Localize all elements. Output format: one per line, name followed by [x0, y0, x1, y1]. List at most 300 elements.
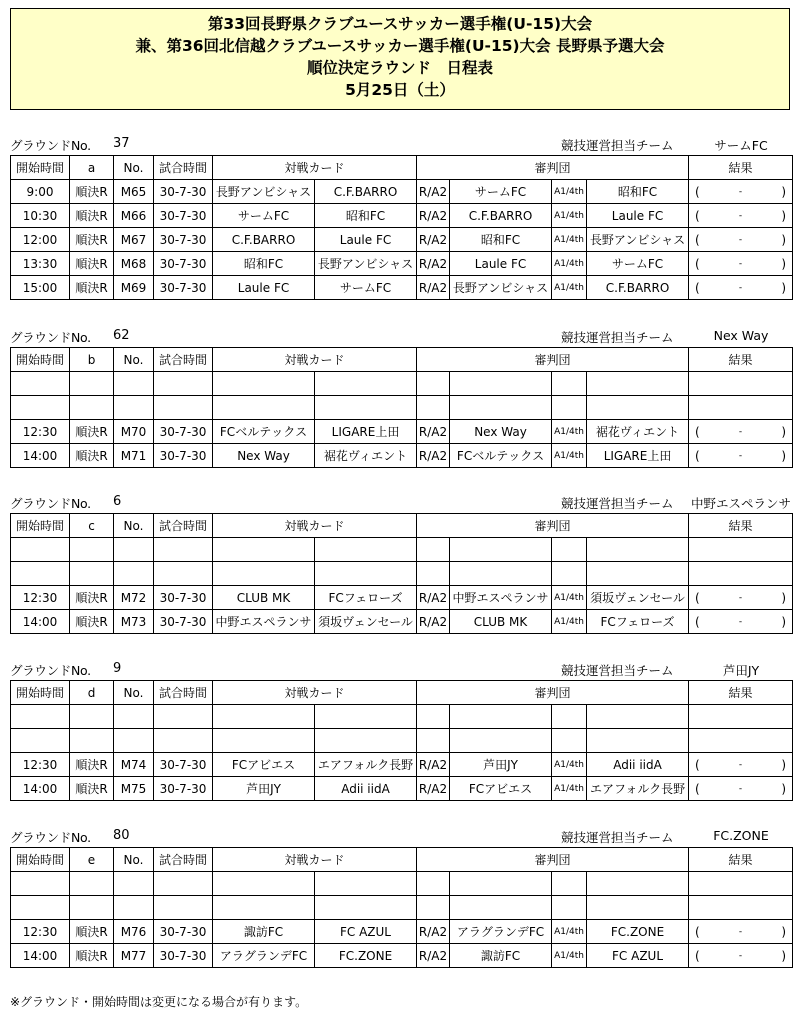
- col-match-time: 試合時間: [154, 348, 213, 372]
- result-cell: [689, 944, 793, 968]
- result-close: ): [781, 256, 787, 271]
- result-close: ): [781, 208, 787, 223]
- col-matchup: 対戦カード: [213, 514, 417, 538]
- table-row: [11, 753, 793, 777]
- match-no: M72: [114, 586, 154, 610]
- col-no: No.: [114, 681, 154, 705]
- col-group: d: [70, 681, 114, 705]
- col-group: a: [70, 156, 114, 180]
- round: 順決R: [70, 777, 114, 801]
- start-time: 12:30: [11, 586, 70, 610]
- tournament-title: 第33回長野県クラブユースサッカー選手権(U-15)大会: [207, 15, 593, 33]
- empty-cell: [154, 729, 213, 753]
- empty-cell: [689, 372, 793, 396]
- empty-cell: [315, 872, 417, 896]
- referee-role-ra: R/A2: [417, 920, 450, 944]
- result-placeholder: [695, 949, 786, 963]
- ground-number: 6: [113, 494, 122, 509]
- empty-cell: [587, 562, 689, 586]
- empty-cell: [213, 896, 315, 920]
- start-time: 12:30: [11, 420, 70, 444]
- match-duration: 30-7-30: [154, 252, 213, 276]
- table-row: [11, 610, 793, 634]
- operating-team-name: 中野エスペランサ: [690, 496, 791, 511]
- empty-cell: [689, 729, 793, 753]
- referee-team-2: 昭和FC: [587, 180, 689, 204]
- result-close: ): [781, 590, 787, 605]
- match-duration: 30-7-30: [154, 753, 213, 777]
- match-no: M74: [114, 753, 154, 777]
- referee-team-2: 須坂ヴェンセール: [587, 586, 689, 610]
- empty-cell: [587, 896, 689, 920]
- result-dash: -: [738, 950, 743, 961]
- referee-team-1: 長野アンビシャス: [450, 276, 552, 300]
- start-time: 14:00: [11, 944, 70, 968]
- empty-cell: [70, 396, 114, 420]
- empty-cell: [417, 896, 450, 920]
- ground-label: グラウンドNo.: [10, 830, 91, 845]
- table-row: [11, 276, 793, 300]
- empty-cell: [114, 372, 154, 396]
- col-start-time: 開始時間: [11, 681, 70, 705]
- result-cell: [689, 180, 793, 204]
- result-dash: -: [738, 234, 743, 245]
- match-duration: 30-7-30: [154, 204, 213, 228]
- referee-role-ra: R/A2: [417, 610, 450, 634]
- home-team: C.F.BARRO: [213, 228, 315, 252]
- empty-cell: [587, 538, 689, 562]
- result-close: ): [781, 948, 787, 963]
- start-time: 10:30: [11, 204, 70, 228]
- round: 順決R: [70, 944, 114, 968]
- operating-team-name: サームFC: [714, 138, 768, 153]
- start-time: 12:30: [11, 920, 70, 944]
- referee-role-a4: A1/4th: [552, 920, 587, 944]
- empty-cell: [114, 729, 154, 753]
- empty-cell: [70, 705, 114, 729]
- col-matchup: 対戦カード: [213, 848, 417, 872]
- empty-row: [11, 896, 793, 920]
- referee-team-2: 裾花ヴィエント: [587, 420, 689, 444]
- referee-role-a4: A1/4th: [552, 204, 587, 228]
- result-open: (: [695, 208, 700, 223]
- col-start-time: 開始時間: [11, 514, 70, 538]
- schedule-table: [10, 680, 793, 801]
- away-team: FCフェローズ: [315, 586, 417, 610]
- col-referees: 審判団: [417, 681, 689, 705]
- table-header-row: [11, 681, 793, 705]
- empty-cell: [213, 872, 315, 896]
- empty-cell: [11, 896, 70, 920]
- ground-label: グラウンドNo.: [10, 330, 91, 345]
- result-cell: [689, 276, 793, 300]
- result-open: (: [695, 590, 700, 605]
- empty-row: [11, 396, 793, 420]
- referee-role-ra: R/A2: [417, 228, 450, 252]
- empty-cell: [689, 562, 793, 586]
- referee-role-a4: A1/4th: [552, 944, 587, 968]
- col-result: 結果: [689, 848, 793, 872]
- round: 順決R: [70, 610, 114, 634]
- result-cell: [689, 586, 793, 610]
- result-cell: [689, 610, 793, 634]
- col-start-time: 開始時間: [11, 156, 70, 180]
- result-placeholder: [695, 615, 786, 629]
- empty-row: [11, 372, 793, 396]
- referee-role-ra: R/A2: [417, 586, 450, 610]
- result-open: (: [695, 256, 700, 271]
- operating-team-name: Nex Way: [713, 328, 769, 343]
- away-team: 長野アンビシャス: [315, 252, 417, 276]
- col-result: 結果: [689, 348, 793, 372]
- referee-role-ra: R/A2: [417, 777, 450, 801]
- empty-cell: [689, 705, 793, 729]
- empty-cell: [154, 396, 213, 420]
- away-team: サームFC: [315, 276, 417, 300]
- empty-cell: [154, 562, 213, 586]
- empty-cell: [213, 562, 315, 586]
- round: 順決R: [70, 586, 114, 610]
- result-close: ): [781, 924, 787, 939]
- start-time: 14:00: [11, 777, 70, 801]
- result-dash: -: [738, 592, 743, 603]
- result-open: (: [695, 184, 700, 199]
- col-matchup: 対戦カード: [213, 681, 417, 705]
- home-team: 芦田JY: [213, 777, 315, 801]
- empty-cell: [587, 372, 689, 396]
- ground-section-c: [10, 491, 792, 634]
- table-row: [11, 204, 793, 228]
- result-close: ): [781, 448, 787, 463]
- empty-cell: [587, 872, 689, 896]
- result-open: (: [695, 924, 700, 939]
- ground-section-b: [10, 325, 792, 468]
- match-duration: 30-7-30: [154, 180, 213, 204]
- referee-team-2: FC.ZONE: [587, 920, 689, 944]
- result-close: ): [781, 757, 787, 772]
- referee-role-ra: R/A2: [417, 252, 450, 276]
- table-header-row: [11, 514, 793, 538]
- col-no: No.: [114, 348, 154, 372]
- ground-header: [10, 658, 792, 680]
- result-cell: [689, 204, 793, 228]
- referee-team-2: FC AZUL: [587, 944, 689, 968]
- away-team: FC.ZONE: [315, 944, 417, 968]
- result-dash: -: [738, 426, 743, 437]
- referee-team-2: Adii iidA: [587, 753, 689, 777]
- result-placeholder: [695, 425, 786, 439]
- empty-cell: [450, 872, 552, 896]
- empty-cell: [70, 372, 114, 396]
- start-time: 14:00: [11, 610, 70, 634]
- table-header-row: [11, 156, 793, 180]
- empty-cell: [114, 872, 154, 896]
- col-match-time: 試合時間: [154, 848, 213, 872]
- table-header-row: [11, 848, 793, 872]
- empty-cell: [11, 872, 70, 896]
- result-close: ): [781, 781, 787, 796]
- start-time: 12:30: [11, 753, 70, 777]
- home-team: CLUB MK: [213, 586, 315, 610]
- referee-team-2: 長野アンビシャス: [587, 228, 689, 252]
- referee-team-1: 芦田JY: [450, 753, 552, 777]
- referee-role-a4: A1/4th: [552, 586, 587, 610]
- result-dash: -: [738, 282, 743, 293]
- result-placeholder: [695, 782, 786, 796]
- match-duration: 30-7-30: [154, 276, 213, 300]
- round: 順決R: [70, 204, 114, 228]
- table-row: [11, 180, 793, 204]
- empty-cell: [70, 872, 114, 896]
- empty-cell: [689, 872, 793, 896]
- empty-cell: [11, 372, 70, 396]
- result-placeholder: [695, 209, 786, 223]
- empty-cell: [114, 705, 154, 729]
- result-open: (: [695, 424, 700, 439]
- result-dash: -: [738, 759, 743, 770]
- referee-team-2: Laule FC: [587, 204, 689, 228]
- ground-number: 80: [113, 828, 130, 843]
- referee-team-1: C.F.BARRO: [450, 204, 552, 228]
- empty-cell: [689, 538, 793, 562]
- round: 順決R: [70, 180, 114, 204]
- col-match-time: 試合時間: [154, 681, 213, 705]
- empty-cell: [114, 538, 154, 562]
- empty-cell: [689, 396, 793, 420]
- referee-team-1: FCアビエス: [450, 777, 552, 801]
- referee-role-ra: R/A2: [417, 204, 450, 228]
- result-cell: [689, 444, 793, 468]
- empty-cell: [552, 372, 587, 396]
- empty-cell: [315, 705, 417, 729]
- col-match-time: 試合時間: [154, 514, 213, 538]
- empty-cell: [417, 538, 450, 562]
- empty-cell: [315, 896, 417, 920]
- schedule-table: [10, 347, 793, 468]
- match-no: M71: [114, 444, 154, 468]
- referee-team-2: サームFC: [587, 252, 689, 276]
- empty-cell: [315, 729, 417, 753]
- away-team: Adii iidA: [315, 777, 417, 801]
- empty-cell: [154, 705, 213, 729]
- result-close: ): [781, 184, 787, 199]
- referee-team-1: 昭和FC: [450, 228, 552, 252]
- referee-team-2: FCフェローズ: [587, 610, 689, 634]
- match-no: M73: [114, 610, 154, 634]
- col-match-time: 試合時間: [154, 156, 213, 180]
- result-cell: [689, 228, 793, 252]
- result-placeholder: [695, 591, 786, 605]
- referee-team-1: Laule FC: [450, 252, 552, 276]
- referee-team-1: Nex Way: [450, 420, 552, 444]
- ground-header: [10, 491, 792, 513]
- start-time: 12:00: [11, 228, 70, 252]
- empty-cell: [114, 896, 154, 920]
- ground-number: 62: [113, 328, 130, 343]
- referee-role-ra: R/A2: [417, 276, 450, 300]
- referee-team-1: 中野エスペランサ: [450, 586, 552, 610]
- result-cell: [689, 777, 793, 801]
- referee-role-a4: A1/4th: [552, 610, 587, 634]
- ground-section-a: [10, 133, 792, 300]
- empty-cell: [450, 396, 552, 420]
- match-duration: 30-7-30: [154, 586, 213, 610]
- empty-cell: [70, 562, 114, 586]
- result-dash: -: [738, 210, 743, 221]
- col-matchup: 対戦カード: [213, 156, 417, 180]
- result-open: (: [695, 280, 700, 295]
- match-duration: 30-7-30: [154, 420, 213, 444]
- empty-cell: [417, 396, 450, 420]
- empty-cell: [315, 538, 417, 562]
- empty-row: [11, 872, 793, 896]
- operating-team-label: 競技運営担当チーム: [561, 138, 674, 153]
- operating-team-label: 競技運営担当チーム: [561, 496, 674, 511]
- result-close: ): [781, 280, 787, 295]
- empty-cell: [450, 896, 552, 920]
- empty-cell: [11, 538, 70, 562]
- operating-team-label: 競技運営担当チーム: [561, 830, 674, 845]
- ground-number: 9: [113, 661, 122, 676]
- schedule-title: 順位決定ラウンド 日程表: [306, 59, 493, 77]
- referee-role-ra: R/A2: [417, 944, 450, 968]
- result-close: ): [781, 424, 787, 439]
- empty-cell: [213, 372, 315, 396]
- start-time: 9:00: [11, 180, 70, 204]
- result-open: (: [695, 781, 700, 796]
- referee-role-a4: A1/4th: [552, 276, 587, 300]
- match-no: M66: [114, 204, 154, 228]
- match-duration: 30-7-30: [154, 444, 213, 468]
- match-duration: 30-7-30: [154, 777, 213, 801]
- operating-team-name: FC.ZONE: [713, 828, 769, 843]
- empty-row: [11, 705, 793, 729]
- away-team: C.F.BARRO: [315, 180, 417, 204]
- referee-team-1: アラグランデFC: [450, 920, 552, 944]
- empty-cell: [11, 396, 70, 420]
- col-no: No.: [114, 156, 154, 180]
- empty-cell: [587, 396, 689, 420]
- referee-role-a4: A1/4th: [552, 753, 587, 777]
- result-cell: [689, 920, 793, 944]
- empty-cell: [70, 538, 114, 562]
- result-dash: -: [738, 258, 743, 269]
- col-referees: 審判団: [417, 156, 689, 180]
- empty-cell: [154, 538, 213, 562]
- empty-row: [11, 562, 793, 586]
- empty-cell: [154, 872, 213, 896]
- referee-role-a4: A1/4th: [552, 444, 587, 468]
- result-placeholder: [695, 925, 786, 939]
- empty-cell: [552, 729, 587, 753]
- col-group: b: [70, 348, 114, 372]
- empty-cell: [11, 562, 70, 586]
- match-no: M65: [114, 180, 154, 204]
- table-row: [11, 944, 793, 968]
- empty-cell: [552, 396, 587, 420]
- result-close: ): [781, 232, 787, 247]
- schedule-date: 5月25日（土）: [345, 81, 455, 99]
- empty-cell: [552, 896, 587, 920]
- tournament-subtitle: 兼、第36回北信越クラブユースサッカー選手権(U-15)大会 長野県予選大会: [135, 37, 665, 55]
- empty-cell: [689, 896, 793, 920]
- ground-section-d: [10, 658, 792, 801]
- empty-cell: [114, 562, 154, 586]
- empty-cell: [417, 562, 450, 586]
- ground-label: グラウンドNo.: [10, 663, 91, 678]
- empty-cell: [114, 396, 154, 420]
- start-time: 14:00: [11, 444, 70, 468]
- col-result: 結果: [689, 681, 793, 705]
- referee-role-a4: A1/4th: [552, 777, 587, 801]
- result-dash: -: [738, 450, 743, 461]
- empty-cell: [552, 538, 587, 562]
- empty-cell: [213, 538, 315, 562]
- empty-cell: [417, 705, 450, 729]
- referee-role-a4: A1/4th: [552, 420, 587, 444]
- col-result: 結果: [689, 156, 793, 180]
- match-no: M76: [114, 920, 154, 944]
- away-team: LIGARE上田: [315, 420, 417, 444]
- table-row: [11, 586, 793, 610]
- match-duration: 30-7-30: [154, 610, 213, 634]
- schedule-table: [10, 513, 793, 634]
- result-dash: -: [738, 926, 743, 937]
- referee-team-1: サームFC: [450, 180, 552, 204]
- match-no: M70: [114, 420, 154, 444]
- referee-team-2: LIGARE上田: [587, 444, 689, 468]
- table-header-row: [11, 348, 793, 372]
- empty-cell: [154, 372, 213, 396]
- empty-cell: [450, 705, 552, 729]
- empty-cell: [154, 896, 213, 920]
- ground-header: [10, 325, 792, 347]
- col-referees: 審判団: [417, 848, 689, 872]
- referee-team-1: 諏訪FC: [450, 944, 552, 968]
- empty-cell: [213, 729, 315, 753]
- referee-team-2: エアフォルク長野: [587, 777, 689, 801]
- home-team: 中野エスペランサ: [213, 610, 315, 634]
- empty-cell: [450, 372, 552, 396]
- home-team: サームFC: [213, 204, 315, 228]
- referee-team-1: CLUB MK: [450, 610, 552, 634]
- referee-team-2: C.F.BARRO: [587, 276, 689, 300]
- ground-label: グラウンドNo.: [10, 138, 91, 153]
- col-matchup: 対戦カード: [213, 348, 417, 372]
- result-placeholder: [695, 257, 786, 271]
- col-no: No.: [114, 514, 154, 538]
- result-cell: [689, 753, 793, 777]
- round: 順決R: [70, 228, 114, 252]
- empty-cell: [450, 538, 552, 562]
- table-row: [11, 444, 793, 468]
- empty-cell: [587, 729, 689, 753]
- away-team: Laule FC: [315, 228, 417, 252]
- referee-role-ra: R/A2: [417, 420, 450, 444]
- home-team: FCベルテックス: [213, 420, 315, 444]
- match-no: M69: [114, 276, 154, 300]
- empty-cell: [11, 705, 70, 729]
- result-dash: -: [738, 616, 743, 627]
- result-open: (: [695, 948, 700, 963]
- empty-cell: [70, 729, 114, 753]
- match-no: M77: [114, 944, 154, 968]
- ground-number: 37: [113, 136, 130, 151]
- col-referees: 審判団: [417, 514, 689, 538]
- result-open: (: [695, 757, 700, 772]
- round: 順決R: [70, 920, 114, 944]
- schedule-table: [10, 155, 793, 300]
